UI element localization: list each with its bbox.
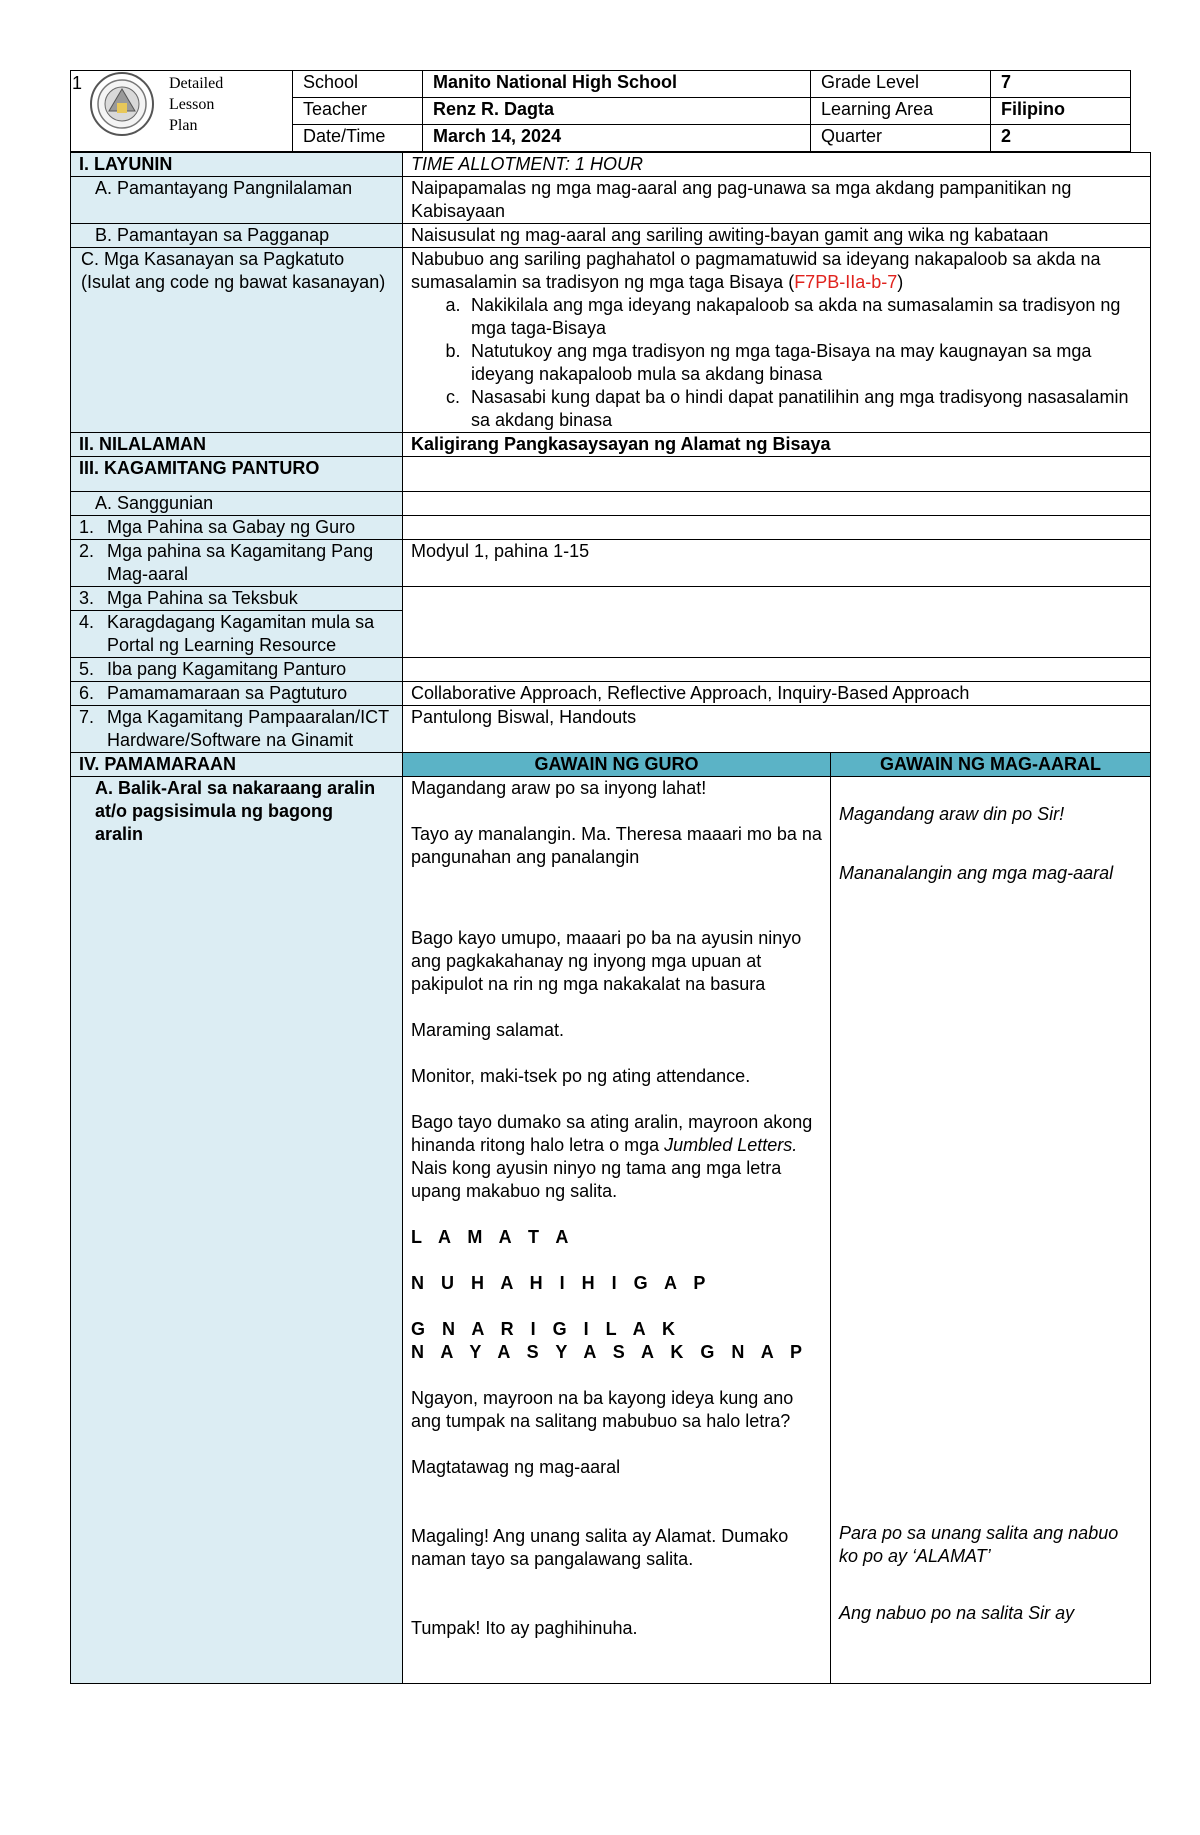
guro-text: Bago tayo dumako sa ating aralin, mayroon akong hinanda ritong halo letra o mga Jumbled Letters. Nais kong ayusin ninyo ng tama ang mga letra upang makabuo ng salita.	[411, 1112, 813, 1201]
guro-text: Maraming salamat.	[411, 1020, 565, 1040]
pamamaraan-title: IV. PAMAMARAAN	[71, 753, 403, 777]
kagamitan-item-5: 5. Iba pang Kagamitang Panturo	[71, 658, 403, 682]
kagamitan-item-7: 7. Mga Kagamitang Pampaaralan/ICT Hardware/Software na Ginamit	[71, 706, 403, 753]
guro-text: Tumpak! Ito ay paghihinuha.	[411, 1618, 638, 1638]
kagamitan-item-6: 6. Pamamamaraan sa Pagtuturo	[71, 682, 403, 706]
mag-aaral-text: Mananalangin ang mga mag-aaral	[839, 863, 1114, 883]
header-table	[70, 70, 1131, 152]
pagganap-label: B. Pamantayan sa Pagganap	[71, 224, 403, 248]
doc-label-line: Detailed	[169, 74, 224, 92]
quarter-value: 2	[991, 125, 1131, 152]
kagamitan-item-1: 1. Mga Pahina sa Gabay ng Guro	[71, 516, 403, 540]
teacher-value: Renz R. Dagta	[423, 98, 811, 125]
kagamitan-value-2: Modyul 1, pahina 1-15	[403, 540, 1151, 587]
logo-cell	[71, 71, 293, 152]
main-table	[70, 152, 1151, 1684]
doc-label	[169, 73, 223, 136]
kagamitan-blank	[403, 457, 1151, 492]
jumbled-word: N U H A H I H I G A P	[411, 1273, 712, 1293]
kagamitan-item-4: 4. Karagdagang Kagamitan mula sa Portal ng Learning Resource	[71, 611, 403, 658]
balik-aral-label	[71, 777, 403, 1684]
kasanayan-label-text: C. Mga Kasanayan sa Pagkatuto (Isulat ang code ng bawat kasanayan)	[81, 249, 386, 292]
kasanayan-text: Nabubuo ang sariling paghahatol o pagmamatuwid sa ideyang nakapaloob sa akda na sumasalamin sa tradisyon ng mga taga Bisaya (	[411, 249, 1101, 292]
jumbled-word: L A M A T A	[411, 1227, 575, 1247]
kagamitan-title: III. KAGAMITANG PANTURO	[71, 457, 403, 492]
date-time-label: Date/Time	[293, 125, 423, 152]
guro-text: Bago kayo umupo, maaari po ba na ayusin ninyo ang pagkakahanay ng inyong mga upuan at pakipulot na rin ng mga nakakalat na basura	[411, 928, 802, 994]
guro-text: Magandang araw po sa inyong lahat!	[411, 778, 707, 798]
jumbled-word: G N A R I G I L A K	[411, 1319, 682, 1339]
guro-text: Ngayon, mayroon na ba kayong ideya kung ano ang tumpak na salitang mabubuo sa halo letra?	[411, 1388, 794, 1431]
kagamitan-item-3: 3. Mga Pahina sa Teksbuk	[71, 587, 403, 611]
kagamitan-value-3-4	[403, 587, 1151, 658]
mag-aaral-text: Ang nabuo po na salita Sir ay	[839, 1603, 1075, 1623]
kagamitan-value-5	[403, 658, 1151, 682]
guro-text: Magaling! Ang unang salita ay Alamat. Dumako naman tayo sa pangalawang salita.	[411, 1526, 789, 1569]
jumbled-word: N A Y A S Y A S A K G N A P	[411, 1342, 809, 1362]
kagamitan-value-7: Pantulong Biswal, Handouts	[403, 706, 1151, 753]
learning-area-label: Learning Area	[811, 98, 991, 125]
layunin-title: I. LAYUNIN	[71, 153, 403, 177]
list-item: a. Nakikilala ang mga ideyang nakapaloob sa akda na sumasalamin sa tradisyon ng mga taga-Bisaya	[445, 295, 1121, 338]
page-number: 1	[72, 73, 83, 93]
learning-area-value: Filipino	[991, 98, 1131, 125]
guro-text: Magtatawag ng mag-aaral	[411, 1457, 621, 1477]
date-time-value: March 14, 2024	[423, 125, 811, 152]
kagamitan-value-6: Collaborative Approach, Reflective Approach, Inquiry-Based Approach	[403, 682, 1151, 706]
kasanayan-value	[403, 248, 1151, 433]
list-item: c. Nasasabi kung dapat ba o hindi dapat panatilihin ang mga tradisyong nasasalamin sa akdang binasa	[445, 387, 1129, 430]
guro-text: Tayo ay manalangin. Ma. Theresa maaari mo ba na pangunahan ang panalangin	[411, 824, 822, 867]
col-header-mag-aaral: GAWAIN NG MAG-AARAL	[831, 753, 1151, 777]
nilalaman-value: Kaligirang Pangkasaysayan ng Alamat ng Bisaya	[403, 433, 1151, 457]
time-allotment: TIME ALLOTMENT: 1 HOUR	[403, 153, 1151, 177]
doc-label-line: Lesson	[169, 95, 215, 113]
deped-seal-icon	[89, 71, 155, 137]
nilalaman-title: II. NILALAMAN	[71, 433, 403, 457]
kagamitan-item-2: 2. Mga pahina sa Kagamitang Pang Mag-aaral	[71, 540, 403, 587]
quarter-label: Quarter	[811, 125, 991, 152]
sanggunian-label: A. Sanggunian	[71, 492, 403, 516]
kagamitan-value-1	[403, 516, 1151, 540]
kasanayan-close: )	[897, 272, 904, 292]
gawain-guro-cell	[403, 777, 831, 1684]
balik-aral-text: A. Balik-Aral sa nakaraang aralin at/o pagsisimula ng bagong aralin	[95, 778, 376, 844]
school-label: School	[293, 71, 423, 98]
lesson-plan-page	[70, 70, 1150, 1684]
kasanayan-code: F7PB-IIa-b-7	[794, 272, 898, 292]
grade-level-label: Grade Level	[811, 71, 991, 98]
grade-level-value: 7	[991, 71, 1131, 98]
kasanayan-label	[71, 248, 403, 433]
gawain-mag-aaral-cell	[831, 777, 1151, 1684]
mag-aaral-text: Magandang araw din po Sir!	[839, 804, 1065, 824]
guro-text: Monitor, maki-tsek po ng ating attendance.	[411, 1066, 751, 1086]
list-item: b. Natutukoy ang mga tradisyon ng mga taga-Bisaya na may kaugnayan sa mga ideyang nakapaloob mula sa akdang binasa	[445, 341, 1092, 384]
doc-label-line: Plan	[169, 116, 198, 134]
kasanayan-list	[411, 294, 1142, 432]
col-header-guro: GAWAIN NG GURO	[403, 753, 831, 777]
school-value: Manito National High School	[423, 71, 811, 98]
pagganap-value: Naisusulat ng mag-aaral ang sariling awiting-bayan gamit ang wika ng kabataan	[403, 224, 1151, 248]
mag-aaral-text: Para po sa unang salita ang nabuo ko po ay ‘ALAMAT’	[839, 1523, 1119, 1566]
pamantayang-value: Naipapamalas ng mga mag-aaral ang pag-unawa sa mga akdang pampanitikan ng Kabisayaan	[403, 177, 1151, 224]
sanggunian-blank	[403, 492, 1151, 516]
pamantayang-label: A. Pamantayang Pangnilalaman	[71, 177, 403, 224]
teacher-label: Teacher	[293, 98, 423, 125]
